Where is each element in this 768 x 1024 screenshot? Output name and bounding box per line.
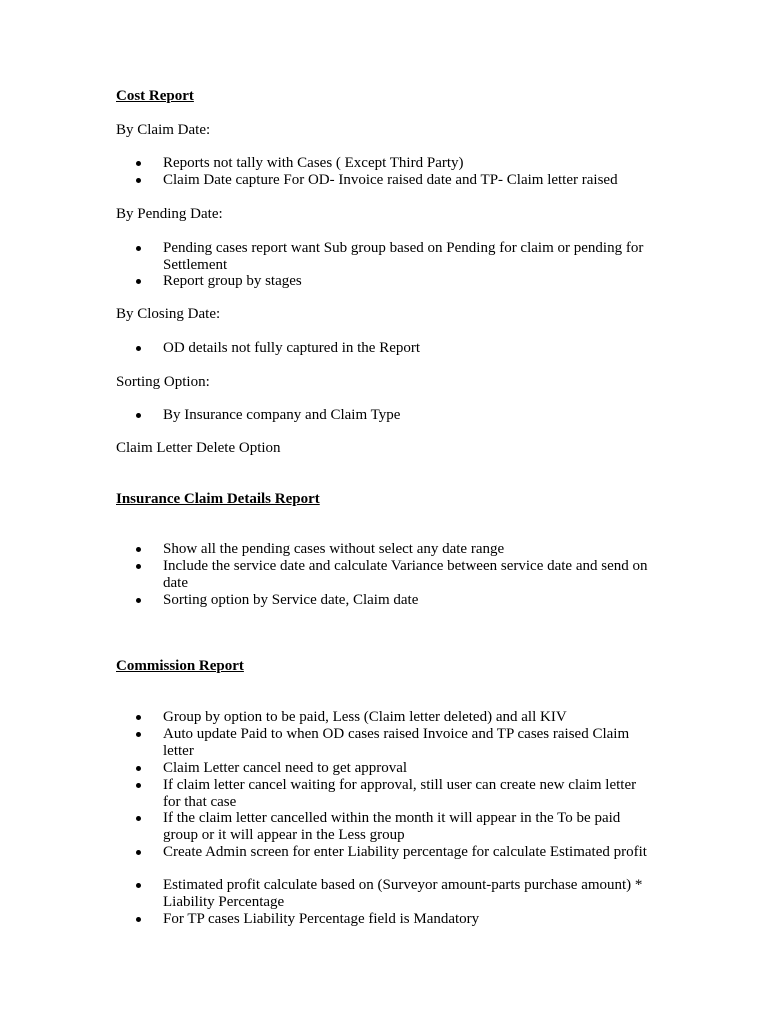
- document-page: Cost Report By Claim Date: Reports not tally with Cases ( Except Third Party) Claim Date capture For OD- Invoice raised date and TP- Claim letter raised By Pending Date: Pending cases report want Sub group based on Pending for claim or pending for Settlement Report group by stages By Closing Date: OD details not fully captured in the Report Sorting Option: By Insurance company and Claim Type Claim Letter Delete Option Insurance Claim Details Report Show all the pending cases without select any date range Include the service date and calculate Variance between service date and send on date Sorting option by Service date, Claim date Commission Report Group by option to be paid, Less (Claim letter deleted) and all KIV Auto update Paid to when OD cases raised Invoice and TP cases raised Claim letter Claim Letter cancel need to get approval If claim letter cancel waiting for approval, still user can create new claim letter for that case If the claim letter cancelled within the month it will appear in the To be paid group or it will appear in the Less group Create Admin screen for enter Liability percentage for calculate Estimated profit Estimated profit calculate based on (Surveyor amount-parts purchase amount) * Liability Percentage For TP cases Liability Percentage field is Mandatory: [116, 88, 648, 927]
- sorting-option-label: Sorting Option:: [116, 374, 210, 390]
- by-pending-date-label: By Pending Date:: [116, 206, 223, 222]
- by-closing-date-label: By Closing Date:: [116, 306, 221, 322]
- claim-letter-delete-option: Claim Letter Delete Option: [116, 440, 281, 456]
- insurance-claim-details-heading: Insurance Claim Details Report: [116, 491, 320, 507]
- commission-report-heading: Commission Report: [116, 658, 244, 674]
- cost-report-heading: Cost Report: [116, 88, 194, 104]
- by-claim-date-label: By Claim Date:: [116, 122, 211, 138]
